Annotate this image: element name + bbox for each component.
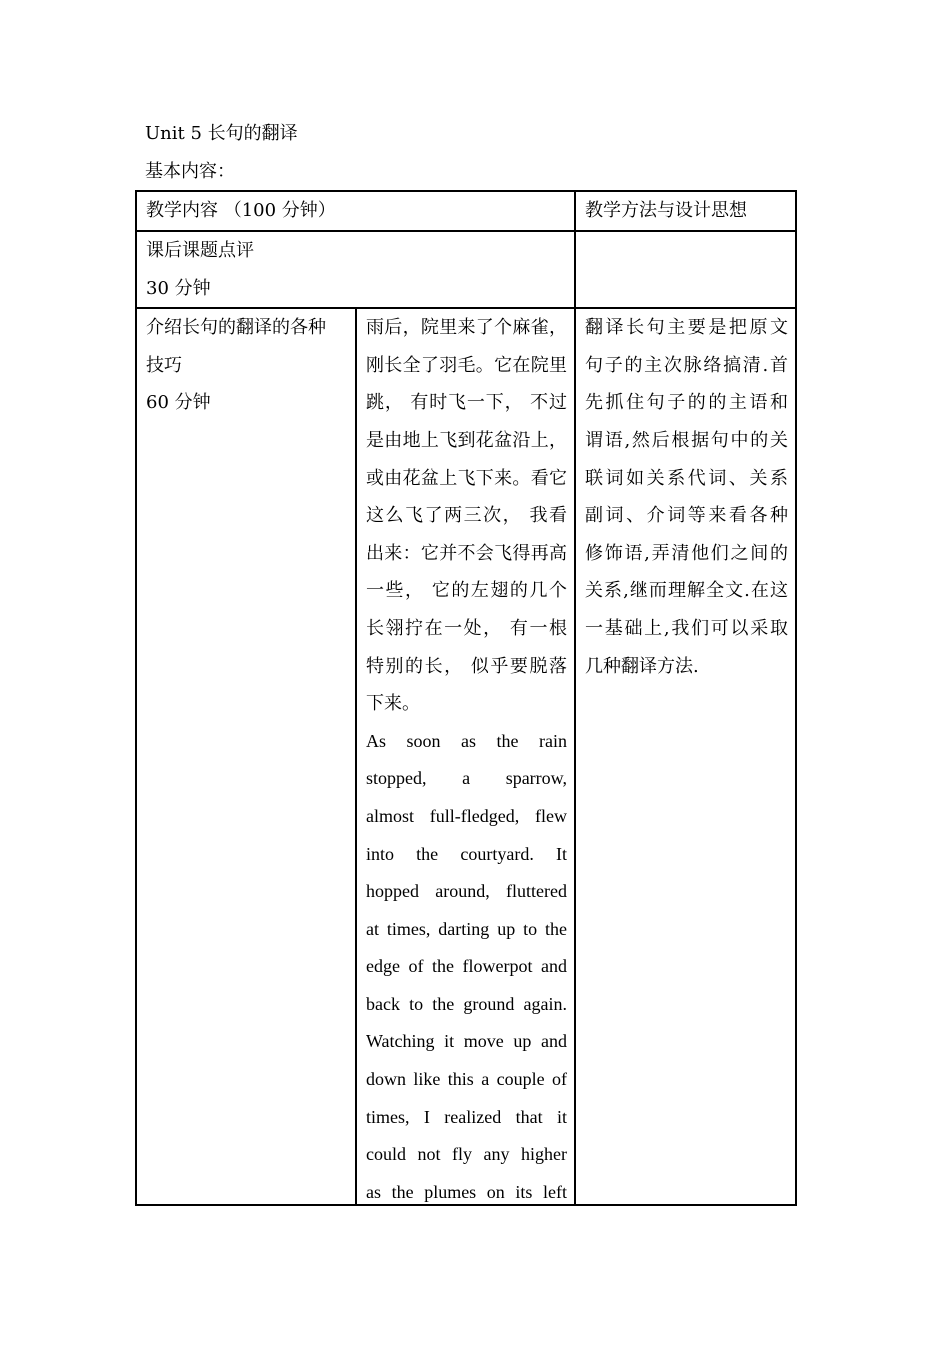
example-en-line: back to the ground again. xyxy=(366,993,567,1014)
example-en-line: into the courtyard. It xyxy=(366,843,567,864)
review-duration: 30 分钟 xyxy=(146,277,211,299)
method-line: 一基础上,我们可以采取 xyxy=(585,617,788,639)
example-zh-line: 这么飞了两三次， 我看 xyxy=(366,505,567,527)
topic-line: 技巧 xyxy=(146,354,182,376)
example-zh-line: 跳， 有时飞一下， 不过 xyxy=(366,392,567,414)
main-example-cell xyxy=(356,308,575,1205)
example-en-line: as the plumes on its left xyxy=(366,1181,567,1202)
method-line: 句子的主次脉络搞清.首 xyxy=(585,354,788,376)
review-topic-cell xyxy=(136,231,575,308)
example-zh-line: 出来：它并不会飞得再高 xyxy=(366,542,567,564)
header-method-label: 教学方法与设计思想 xyxy=(585,200,747,221)
example-en-line: edge of the flowerpot and xyxy=(366,956,567,977)
method-line: 关系,继而理解全文.在这 xyxy=(585,580,788,602)
example-en-line: stopped, a sparrow, xyxy=(366,768,567,789)
header-method-cell xyxy=(575,191,796,231)
example-english-text xyxy=(366,723,567,1204)
review-topic: 课后课题点评 xyxy=(146,240,254,261)
example-zh-line: 或由花盆上飞下来。看它 xyxy=(366,467,567,489)
example-zh-line: 长翎拧在一处， 有一根 xyxy=(366,617,567,639)
example-en-line: Watching it move up and xyxy=(366,1031,567,1052)
example-zh-line: 特别的长， 似乎要脱落 xyxy=(366,655,567,677)
method-line: 先抓住句子的的主语和 xyxy=(585,392,788,414)
example-zh-line: 是由地上飞到花盆沿上， xyxy=(366,429,567,451)
review-row xyxy=(136,231,796,308)
method-line: 翻译长句主要是把原文 xyxy=(585,317,788,339)
example-en-line: hopped around, fluttered xyxy=(366,881,567,902)
main-row xyxy=(136,308,796,1205)
method-line: 修饰语,弄清他们之间的 xyxy=(585,542,788,564)
example-en-line: could not fly any higher xyxy=(366,1144,567,1165)
example-chinese-text xyxy=(366,309,567,723)
method-text xyxy=(585,309,788,685)
example-zh-line: 刚长全了羽毛。它在院里 xyxy=(366,354,567,376)
main-method-cell xyxy=(575,308,796,1205)
example-en-line: almost full-fledged, flew xyxy=(366,805,567,826)
header-content-label: 教学内容 （100 分钟） xyxy=(146,200,336,221)
review-method-cell xyxy=(575,231,796,308)
table-header-row xyxy=(136,191,796,231)
example-zh-line: 下来。 xyxy=(366,693,420,715)
basic-content-label: 基本内容： xyxy=(145,161,235,182)
example-en-line: at times, darting up to the xyxy=(366,918,567,939)
method-line: 联词如关系代词、关系 xyxy=(585,467,788,489)
lesson-plan-table xyxy=(135,190,797,1206)
header-content-cell xyxy=(136,191,575,231)
example-en-line: As soon as the rain xyxy=(366,730,567,751)
method-line: 几种翻译方法. xyxy=(585,655,699,677)
topic-line: 介绍长句的翻译的各种 xyxy=(146,317,326,339)
main-topic-text xyxy=(146,309,348,422)
example-en-line: times, I realized that it xyxy=(366,1106,567,1127)
main-topic-cell xyxy=(136,308,356,1205)
example-en-line: down like this a couple of xyxy=(366,1069,567,1090)
example-zh-line: 一些， 它的左翅的几个 xyxy=(366,580,567,602)
method-line: 谓语,然后根据句中的关 xyxy=(585,429,788,451)
method-line: 副词、介词等来看各种 xyxy=(585,505,788,527)
example-zh-line: 雨后，院里来了个麻雀， xyxy=(366,317,567,339)
topic-line: 60 分钟 xyxy=(146,392,211,414)
unit-title: Unit 5 长句的翻译 xyxy=(145,123,298,144)
